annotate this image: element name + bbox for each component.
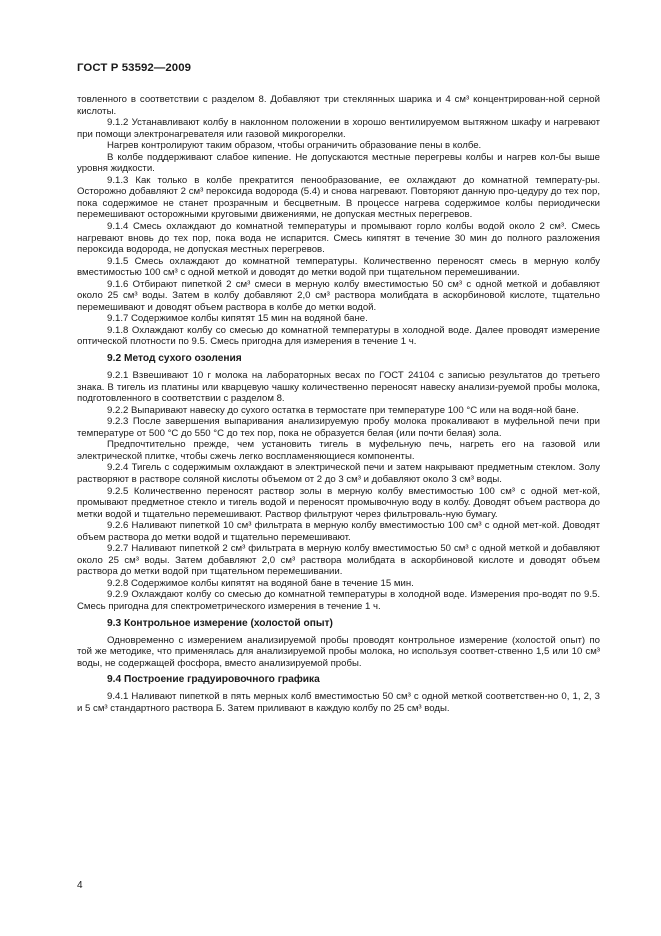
paragraph-9-1-7: 9.1.7 Содержимое колбы кипятят 15 мин на водяной бане. bbox=[107, 313, 368, 325]
paragraph-9-2-9: 9.2.9 Охлаждают колбу со смесью до комнатной температуры в холодной воде. Измерения про-водят по 9.5. Смесь пригодна для спектрометрического измерения в течение 1 ч. bbox=[77, 589, 600, 612]
paragraph-9-2-1: 9.2.1 Взвешивают 10 г молока на лабораторных весах по ГОСТ 24104 с записью результатов до третьего знака. В тигель из платины или кварцевую чашку количественно переносят навеску анализи-руемой пробы молока, подготовленного в соответствии с разделом 8. bbox=[77, 370, 600, 405]
paragraph-9-4-1: 9.4.1 Наливают пипеткой в пять мерных колб вместимостью 50 см³ с одной меткой соответствен-но 0, 1, 2, 3 и 5 см³ стандартного раствора Б. Затем приливают в каждую колбу по 25 см³ воды. bbox=[77, 691, 600, 714]
paragraph: Нагрев контролируют таким образом, чтобы ограничить образование пены в колбе. bbox=[107, 140, 482, 152]
paragraph-9-2-6: 9.2.6 Наливают пипеткой 10 см³ фильтрата в мерную колбу вместимостью 100 см³ с одной мет-кой. Доводят объем раствора до метки водой и тщательно перемешивают. bbox=[77, 520, 600, 543]
section-heading-9-3: 9.3 Контрольное измерение (холостой опыт) bbox=[107, 617, 333, 629]
paragraph-9-1-2: 9.1.2 Устанавливают колбу в наклонном положении в хорошо вентилируемом вытяжном шкафу и нагревают при помощи электронагревателя или газовой микрогорелки. bbox=[77, 117, 600, 140]
paragraph-9-1-3: 9.1.3 Как только в колбе прекратится пенообразование, ее охлаждают до комнатной температу-ры. Осторожно добавляют 2 см³ пероксида водорода (5.4) и снова нагревают. Повторяют данную про-цедуру до тех пор, пока содержимое не станет прозрачным и бесцветным. В процессе нагрева содержимое колбы периодически перемешивают осторожными круговыми движениями, не допуская местных перегревов. bbox=[77, 174, 600, 221]
paragraph-9-2-5: 9.2.5 Количественно переносят раствор золы в мерную колбу вместимостью 100 см³ с одной мет-кой, промывают предметное стекло и тигель водой и переносят промывочную воду в колбу. Доводят объем раствора до метки водой и тщательно перемешивают. Раствор фильтруют через фильтроваль-ную бумагу. bbox=[77, 485, 600, 520]
paragraph-9-2-4: 9.2.4 Тигель с содержимым охлаждают в электрической печи и затем накрывают предметным стеклом. Золу растворяют в растворе соляной кислоты объемом от 2 до 3 см³ и добавляют около 3 см³ воды. bbox=[77, 462, 600, 485]
paragraph-9-1-8: 9.1.8 Охлаждают колбу со смесью до комнатной температуры в холодной воде. Далее проводят измерение оптической плотности по 9.5. Смесь пригодна для измерения в течение 1 ч. bbox=[77, 324, 600, 348]
paragraph-9-2-3: 9.2.3 После завершения выпаривания анализируемую пробу молока прокаливают в муфельной печи при температуре от 500 °C до 550 °C до тех пор, пока не образуется белая (или почти белая) зола. bbox=[77, 416, 600, 439]
paragraph-9-2-8: 9.2.8 Содержимое колбы кипятят на водяной бане в течение 15 мин. bbox=[107, 577, 414, 589]
paragraph: Одновременно с измерением анализируемой пробы проводят контрольное измерение (холостой опыт) по той же методике, что применялась для анализируемой пробы молока, но используя соответ-ственно 1,5 или 10 см³ воды, не содержащей фосфора, вместо анализируемой пробы. bbox=[77, 634, 600, 669]
paragraph-9-1-5: 9.1.5 Смесь охлаждают до комнатной температуры. Количественно переносят смесь в мерную колбу вместимостью 100 см³ с одной меткой и доводят до метки водой при тщательном перемешивании. bbox=[77, 255, 600, 279]
paragraph: В колбе поддерживают слабое кипение. Не допускаются местные перегревы колбы и нагрев кол-бы выше уровня жидкости. bbox=[77, 151, 600, 175]
section-heading-9-4: 9.4 Построение градуировочного графика bbox=[107, 674, 320, 686]
paragraph: Предпочтительно прежде, чем установить тигель в муфельную печь, нагреть его на газовой или электрической плитке, чтобы сжечь легко воспламеняющиеся компоненты. bbox=[77, 439, 600, 462]
paragraph: товленного в соответствии с разделом 8. Добавляют три стеклянных шарика и 4 см³ концентрирован-ной серной кислоты. bbox=[77, 94, 600, 117]
page-header-standard-number: ГОСТ Р 53592—2009 bbox=[77, 62, 192, 74]
section-heading-9-2: 9.2 Метод сухого озоления bbox=[107, 353, 242, 365]
paragraph-9-2-7: 9.2.7 Наливают пипеткой 2 см³ фильтрата в мерную колбу вместимостью 50 см³ с одной меткой и добавляют около 25 см³ воды. Затем добавляют 2,0 см³ раствора молибдата в аскорбиновой кислоте и доводят объем раствора до метки водой при тщательном перемешивании. bbox=[77, 543, 600, 578]
paragraph-9-2-2: 9.2.2 Выпаривают навеску до сухого остатка в термостате при температуре 100 °C или на водя-ной бане. bbox=[107, 404, 579, 416]
page-number: 4 bbox=[77, 880, 83, 891]
document-body bbox=[77, 94, 600, 714]
paragraph-9-1-4: 9.1.4 Смесь охлаждают до комнатной температуры и промывают горло колбы водой около 2 см³. Смесь нагревают вновь до тех пор, пока вода не испарится. Смесь кипятят в течение 30 мин до полного разложения пероксида водорода, не допуская местных перегревов. bbox=[77, 221, 600, 256]
paragraph-9-1-6: 9.1.6 Отбирают пипеткой 2 см³ смеси в мерную колбу вместимостью 50 см³ с одной меткой и добавляют около 25 см³ воды. Затем в колбу добавляют 2,0 см³ раствора молибдата в аскорбиновой кислоте, тщательно перемешивают и доводят объем раствора в колбе до метки водой. bbox=[77, 278, 600, 313]
